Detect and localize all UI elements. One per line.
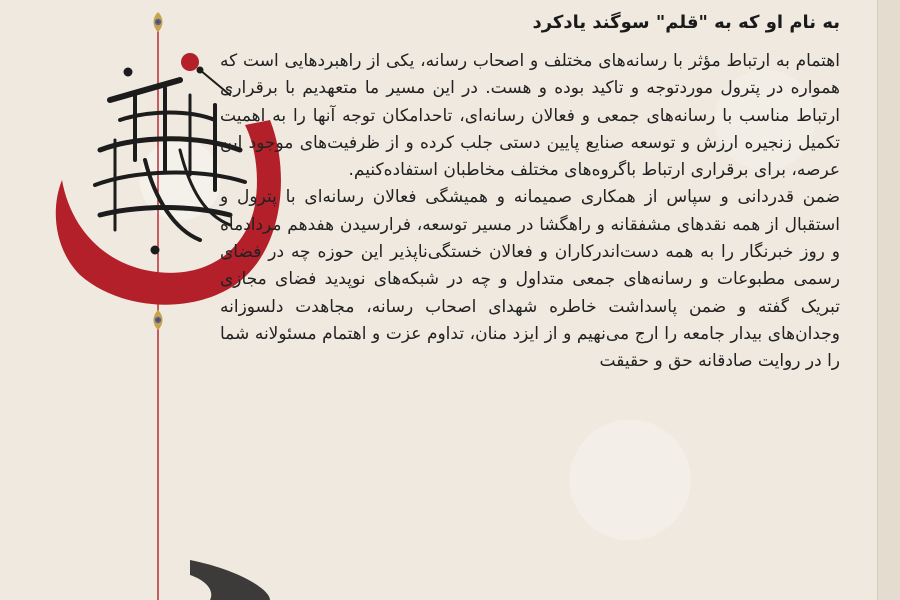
article-paragraph-1: اهتمام به ارتباط مؤثر با رسانه‌های مختلف و اصحاب رسانه، یکی از راهبردهایی است که همواره در پترول موردتوجه و تاکید بوده و هست. در این مسیر ما متعهدیم با برقراری ارتباط مناسب با رسانه‌های جمعی و فعالان رسانه‌ای، تاحدامکان توجه آنها را به اهمیت تکمیل زنجیره ارزش و توسعه صنایع پایین دستی جلب کرده و از ظرفیت‌های موجود این عرصه، برای برقراری ارتباط باگروه‌های مختلف مخاطبان استفاده‌کنیم. (220, 51, 840, 181)
nun-dot-icon (181, 53, 199, 71)
middle-ornament-icon (154, 310, 163, 330)
article-title: به نام او که به "قلم" سوگند یادکرد (532, 12, 840, 33)
right-edge-strip (877, 0, 900, 600)
bottom-swirl-icon (190, 560, 270, 600)
top-ornament-icon (154, 12, 163, 32)
article (220, 8, 840, 376)
article-paragraph-2: ضمن قدردانی و سپاس از همکاری صمیمانه و همیشگی فعالان رسانه‌ای با پترول و استقبال از همه نقدهای مشفقانه و راهگشا در مسیر توسعه، فرارسیدن هفدهم مردادماه و روز خبرنگار را به همه دست‌اندرکاران و فعالان خستگی‌ناپذیر این حوزه چه در فضای رسمی مطبوعات و رسانه‌های جمعی متداول و چه در شبکه‌های نوپدید فضای مجازی تبریک گفته و ضمن پاسداشت خاطره شهدای اصحاب رسانه، مجاهدت دلسوزانه وجدان‌های بیدار جامعه را ارج می‌نهیم و از ایزد منان، تداوم عزت و اهتمام مسئولانه شما را در روایت صادقانه حق و حقیقت (220, 187, 840, 372)
calligraphy-text: ن والقلم وما یسطرون (40, 0, 50, 1)
